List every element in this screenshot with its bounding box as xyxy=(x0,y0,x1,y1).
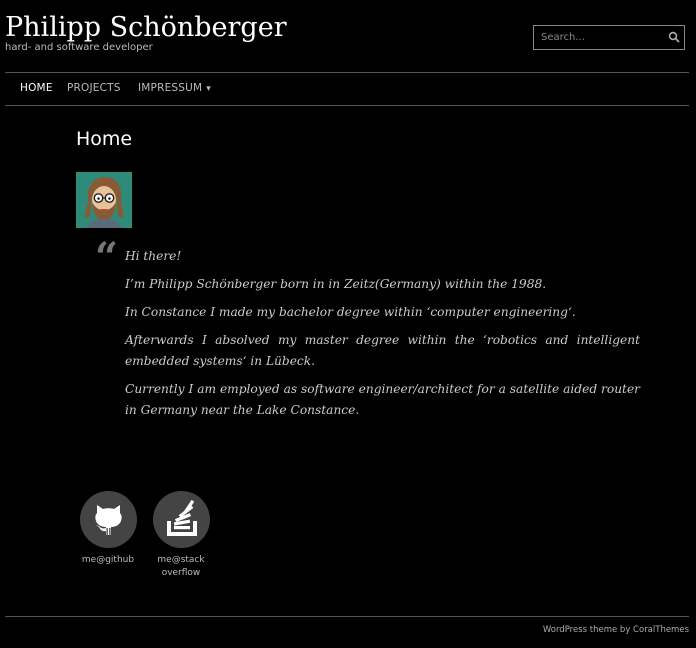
header-divider xyxy=(5,72,689,73)
search-icon[interactable] xyxy=(668,31,680,43)
github-icon xyxy=(80,491,137,548)
quote-paragraph: Hi there! xyxy=(125,249,182,263)
social-label[interactable]: me@github xyxy=(81,555,135,565)
site-title[interactable]: Philipp Schönberger xyxy=(5,12,287,43)
quote-paragraph: In Constance I made my bachelor degree within ‘computer engineering‘. xyxy=(125,305,576,319)
footer-divider xyxy=(5,616,689,617)
footer-credit[interactable]: WordPress theme by CoralThemes xyxy=(542,625,689,635)
nav-item-home[interactable]: HOME xyxy=(20,82,53,94)
social-link-github[interactable] xyxy=(79,491,137,567)
dropdown-caret-icon: ▾ xyxy=(206,84,212,94)
nav-item-impressum-label: IMPRESSUM xyxy=(138,82,203,94)
search-input[interactable] xyxy=(534,26,664,49)
quote-mark-icon: “ xyxy=(95,234,119,281)
site-tagline: hard- and software developer xyxy=(5,42,153,53)
quote-paragraph: Afterwards I absolved my master degree within the ‘robotics and intelligent embedded systems‘ in Lübeck. xyxy=(125,333,640,368)
avatar xyxy=(76,172,132,228)
nav-item-projects[interactable]: PROJECTS xyxy=(67,82,121,94)
social-link-stackoverflow[interactable] xyxy=(152,491,210,580)
search-box xyxy=(533,25,685,50)
social-circle[interactable] xyxy=(80,491,137,548)
intro-quote xyxy=(125,246,640,428)
quote-paragraph: Currently I am employed as software engineer/architect for a satellite aided router in Germany near the Lake Constance. xyxy=(125,382,640,417)
social-label[interactable]: me@stack overflow xyxy=(157,555,205,578)
social-circle[interactable] xyxy=(153,491,210,548)
page-title: Home xyxy=(76,128,133,150)
nav-divider xyxy=(5,105,689,106)
quote-paragraph: I’m Philipp Schönberger born in in Zeitz(Germany) within the 1988. xyxy=(125,277,547,291)
nav-item-impressum[interactable] xyxy=(138,82,211,94)
stackoverflow-icon xyxy=(153,491,210,548)
